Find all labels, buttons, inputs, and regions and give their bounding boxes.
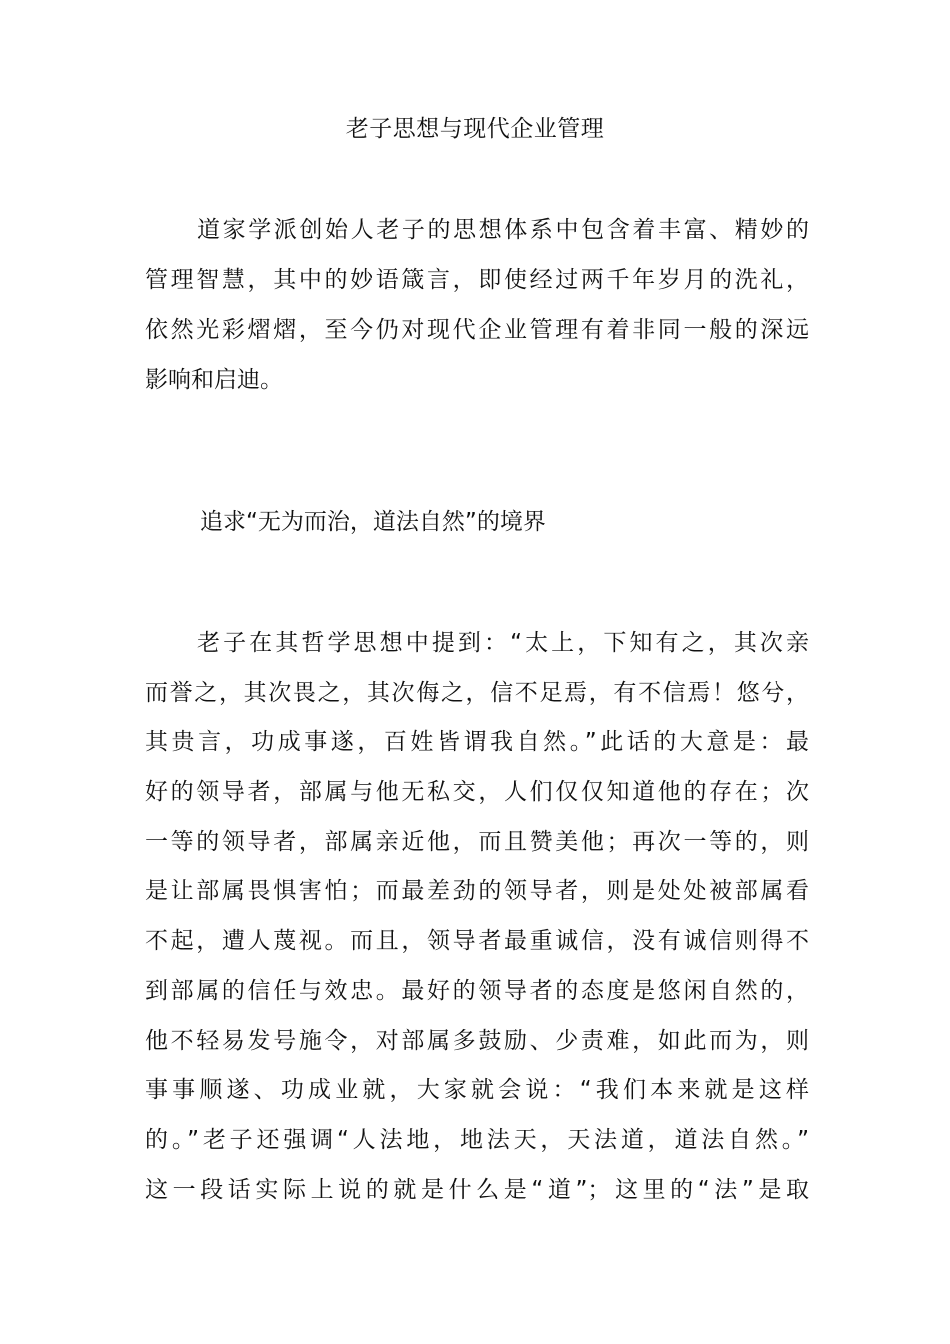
text-line: 其贵言，功成事遂，百姓皆谓我自然。”此话的大意是：最 <box>145 729 809 756</box>
text-line: 一等的领导者，部属亲近他，而且赞美他；再次一等的，则 <box>145 828 809 855</box>
text-line: 管理智慧，其中的妙语箴言，即使经过两千年岁月的洗礼， <box>145 267 809 293</box>
intro-paragraph <box>145 205 809 405</box>
text-line: 老子在其哲学思想中提到：“太上，下知有之，其次亲 <box>197 630 809 656</box>
text-line: 事事顺遂、功成业就，大家就会说：“我们本来就是这样 <box>145 1077 809 1104</box>
text-line: 不起，遭人蔑视。而且，领导者最重诚信，没有诚信则得不 <box>145 928 809 955</box>
text-line: 到部属的信任与效忠。最好的领导者的态度是悠闲自然的， <box>145 977 809 1004</box>
document-title: 老子思想与现代企业管理 <box>345 116 605 142</box>
text-line: 是让部属畏惧害怕；而最差劲的领导者，则是处处被部属看 <box>145 878 809 905</box>
text-line: 好的领导者，部属与他无私交，人们仅仅知道他的存在；次 <box>145 779 809 806</box>
text-line: 依然光彩熠熠，至今仍对现代企业管理有着非同一般的深远 <box>145 317 809 343</box>
text-line: 的。”老子还强调“人法地，地法天，天法道，道法自然。” <box>145 1126 809 1153</box>
body-paragraph <box>145 619 809 1215</box>
text-line: 道家学派创始人老子的思想体系中包含着丰富、精妙的 <box>197 217 809 243</box>
text-line: 而誉之，其次畏之，其次侮之，信不足焉，有不信焉！悠兮， <box>145 679 809 706</box>
text-line: 这一段话实际上说的就是什么是“道”；这里的“法”是取 <box>145 1176 809 1203</box>
text-line: 他不轻易发号施令，对部属多鼓励、少责难，如此而为，则 <box>145 1027 809 1054</box>
section-heading: 追求“无为而治，道法自然”的境界 <box>200 509 546 535</box>
text-line: 影响和启迪。 <box>145 367 283 393</box>
